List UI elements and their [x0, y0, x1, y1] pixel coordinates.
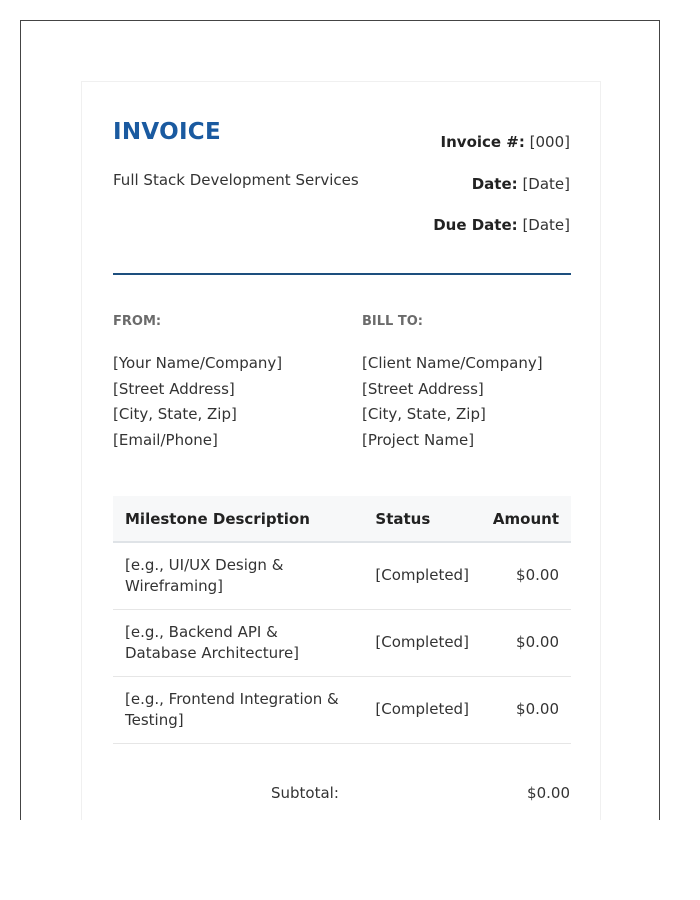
invoice-due-date-label: Due Date: — [433, 216, 518, 234]
subtotal-label: Subtotal: — [271, 784, 339, 802]
row-status: [Completed] — [363, 542, 481, 609]
row-status: [Completed] — [363, 676, 481, 743]
from-line: [Street Address] — [113, 379, 235, 398]
invoice-sheet — [81, 81, 601, 820]
invoice-date-label: Date: — [471, 175, 518, 193]
header-description: Milestone Description — [113, 496, 363, 542]
table-row — [113, 609, 571, 676]
row-description: [e.g., Backend API & Database Architecture] — [113, 609, 363, 676]
row-description: [e.g., Frontend Integration & Testing] — [113, 676, 363, 743]
invoice-number — [441, 133, 570, 151]
milestone-table — [113, 496, 571, 744]
table-header-row — [113, 496, 571, 542]
bill-to-label: BILL TO: — [362, 314, 423, 329]
invoice-number-label: Invoice #: — [440, 133, 525, 151]
row-amount: $0.00 — [481, 542, 571, 609]
row-amount: $0.00 — [481, 609, 571, 676]
from-block — [113, 314, 282, 453]
header-divider — [113, 273, 571, 275]
invoice-subtitle: Full Stack Development Services — [113, 171, 359, 189]
from-line: [Your Name/Company] — [113, 354, 283, 372]
invoice-date — [472, 175, 570, 193]
invoice-number-value: [000] — [529, 133, 570, 151]
from-label: FROM: — [113, 314, 162, 329]
subtotal-value: $0.00 — [527, 784, 570, 802]
table-row — [113, 542, 571, 609]
from-line: [Email/Phone] — [113, 430, 218, 449]
invoice-due-date-value: [Date] — [522, 216, 570, 234]
header-amount: Amount — [481, 496, 571, 542]
bill-to-line: [Project Name] — [362, 430, 475, 449]
row-status: [Completed] — [363, 609, 481, 676]
bill-to-line: [Street Address] — [362, 379, 484, 398]
bill-to-line: [City, State, Zip] — [362, 405, 486, 423]
invoice-due-date — [433, 216, 570, 234]
from-line: [City, State, Zip] — [113, 405, 237, 423]
document-page — [20, 20, 660, 820]
row-amount: $0.00 — [481, 676, 571, 743]
bill-to-line: [Client Name/Company] — [362, 354, 543, 372]
invoice-date-value: [Date] — [522, 175, 570, 193]
invoice-title: INVOICE — [113, 119, 222, 145]
table-row — [113, 676, 571, 743]
bill-to-block — [362, 314, 543, 453]
header-status: Status — [363, 496, 481, 542]
row-description: [e.g., UI/UX Design & Wireframing] — [113, 542, 363, 609]
